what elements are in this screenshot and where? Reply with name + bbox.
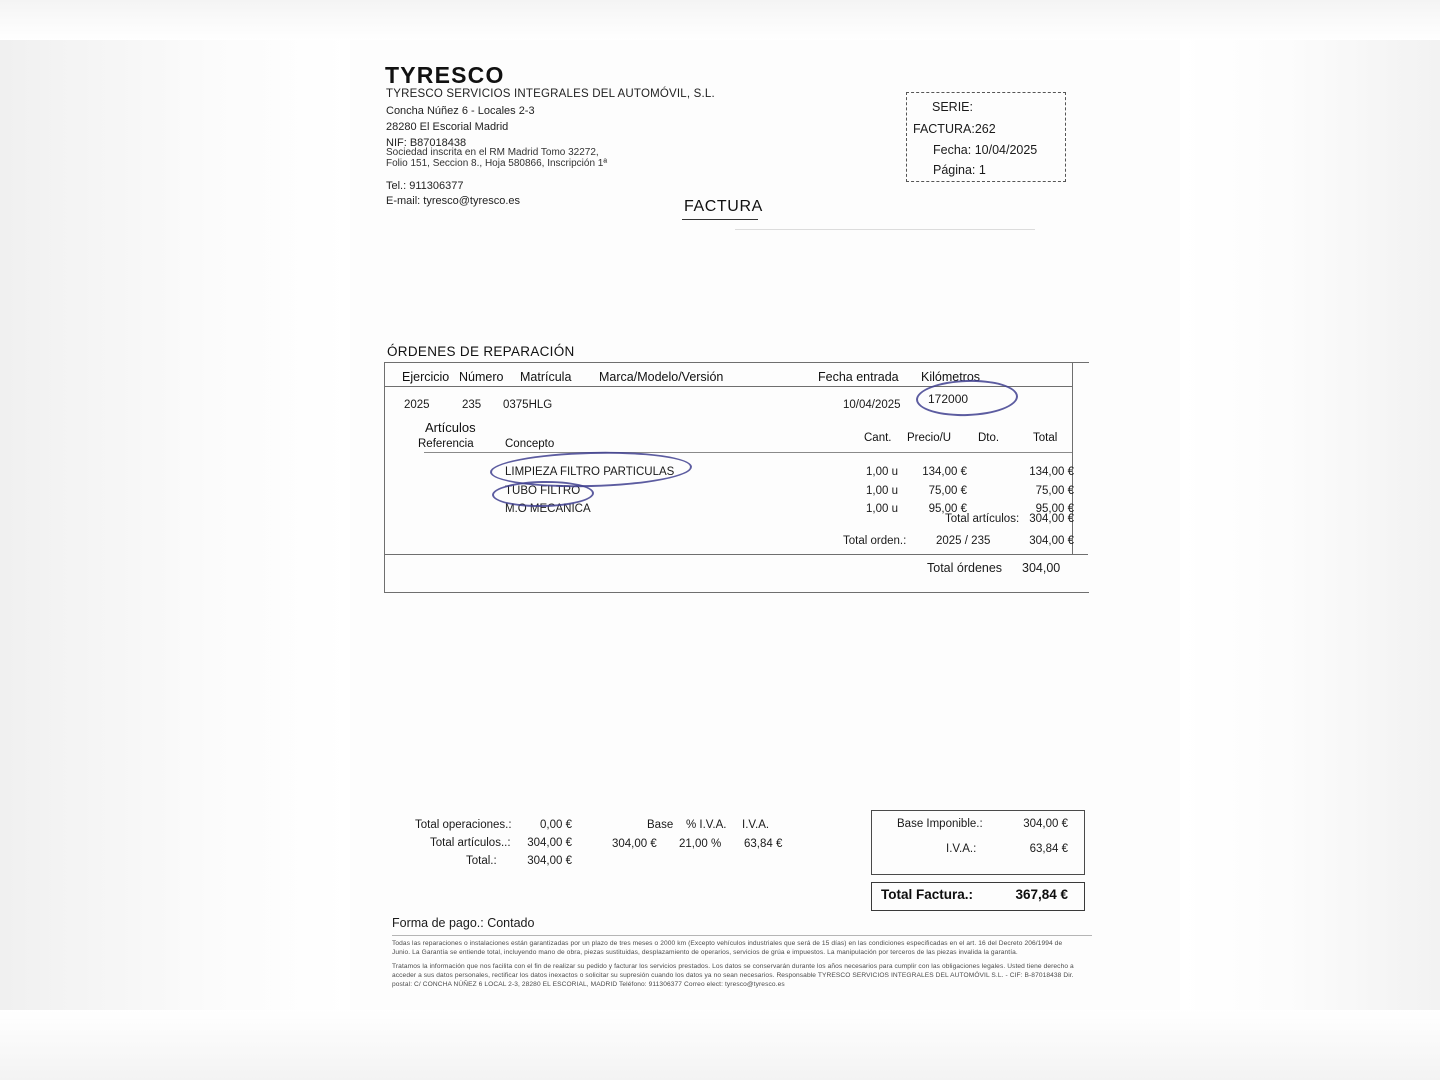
total-factura-label: Total Factura.: (881, 887, 974, 902)
table-row-precio-3: 95,00 € (928, 503, 967, 515)
table-row-total-1: 134,00 € (1029, 466, 1074, 478)
company-phone: Tel.: 911306377 (386, 180, 464, 192)
footer-total-value: 304,00 € (527, 855, 572, 867)
column-header-total: Total (1033, 432, 1058, 444)
invoice-number-value: 262 (974, 122, 996, 136)
table-row-concepto-3: M.O MECANICA (505, 503, 591, 515)
total-factura-value: 367,84 € (1015, 887, 1068, 902)
order-fecha-entrada-value: 10/04/2025 (843, 399, 901, 411)
table-row-precio-1: 134,00 € (922, 466, 967, 478)
document-title: FACTURA (684, 198, 763, 215)
iva-value-base: 304,00 € (612, 838, 657, 850)
total-orden-label: Total orden.: (843, 535, 907, 547)
order-ejercicio-value: 2025 (404, 399, 430, 411)
column-header-ejercicio: Ejercicio (402, 370, 450, 384)
column-header-matricula: Matrícula (520, 370, 572, 384)
invoice-page-label: Página: (933, 163, 976, 177)
total-orden-value: 304,00 € (1029, 535, 1074, 547)
legal-paragraph-warranty: Todas las reparaciones o instalaciones están garantizadas por un plazo de tres meses o 2000 km (Excepto vehículos industriales que será de 15 días) en las condiciones especificadas en el art. 16 del Decreto 206/1994 de Junio. La Garantía se entiende total, incluyendo mano de obra, piezas sustituidas, desplazamiento de operarios, servicios de grúa e impuestos. La manipulación por terceros de las piezas invalida la garantía. (392, 940, 1063, 957)
customer-box-rule (735, 229, 1035, 230)
table-row-concepto-2: TUBO FILTRO (505, 485, 581, 497)
footer-total-articulos-value: 304,00 € (527, 837, 572, 849)
company-address-line2: 28280 El Escorial Madrid (386, 121, 509, 133)
legal-notice (392, 939, 1082, 994)
table-row-cant-3: 1,00 u (866, 503, 898, 515)
total-operaciones-label: Total operaciones.: (415, 819, 512, 831)
column-header-marca-modelo: Marca/Modelo/Versión (599, 370, 724, 384)
total-orden-reference: 2025 / 235 (936, 535, 991, 547)
document-title-underline (682, 219, 758, 220)
table-row-cant-1: 1,00 u (866, 466, 898, 478)
base-imponible-label: Base Imponible.: (897, 818, 983, 830)
column-header-precio-unitario: Precio/U (907, 432, 952, 444)
repair-orders-title: ÓRDENES DE REPARACIÓN (387, 344, 575, 359)
iva-value-percent: 21,00 % (679, 838, 722, 850)
summary-iva-value: 63,84 € (1029, 843, 1068, 855)
column-header-fecha-entrada: Fecha entrada (818, 370, 899, 384)
invoice-page-value: 1 (978, 163, 986, 177)
total-ordenes-value: 304,00 (1022, 561, 1061, 575)
company-registry-line1: Sociedad inscrita en el RM Madrid Tomo 32272, (386, 147, 599, 158)
table-row-total-3: 95,00 € (1035, 503, 1074, 515)
total-ordenes-label: Total órdenes (927, 561, 1003, 575)
iva-header-base: Base (647, 819, 674, 831)
iva-value-amount: 63,84 € (744, 838, 783, 850)
table-row-concepto-1: LIMPIEZA FILTRO PARTICULAS (505, 466, 675, 478)
company-registry-line2: Folio 151, Seccion 8., Hoja 580866, Inscripción 1ª (386, 158, 608, 169)
articles-subtitle: Artículos (425, 420, 476, 435)
column-header-numero: Número (459, 370, 504, 384)
table-row-cant-2: 1,00 u (866, 485, 898, 497)
column-header-referencia: Referencia (418, 438, 474, 450)
iva-header-amount: I.V.A. (742, 819, 770, 831)
iva-header-percent: % I.V.A. (686, 819, 727, 831)
base-imponible-value: 304,00 € (1023, 818, 1068, 830)
column-header-concepto: Concepto (505, 438, 555, 450)
company-address-line1: Concha Núñez 6 - Locales 2-3 (386, 105, 535, 117)
payment-method: Forma de pago.: Contado (392, 916, 535, 930)
footer-total-articulos-label: Total artículos..: (430, 837, 511, 849)
column-header-dto: Dto. (978, 432, 1000, 444)
invoice-number-line (913, 122, 996, 136)
invoice-date-line (933, 143, 1037, 157)
company-legal-name: TYRESCO SERVICIOS INTEGRALES DEL AUTOMÓVIL, S.L. (386, 88, 715, 100)
company-nif: NIF: B87018438 (386, 137, 467, 149)
invoice-meta-box (906, 92, 1066, 182)
legal-paragraph-privacy: Tratamos la información que nos facilita con el fin de realizar su pedido y facturar los servicios prestados. Los datos se conservarán durante los años necesarios para cumplir con las obligaciones legales. Usted tiene derecho a acceder a sus datos personales, rectificar los datos inexactos o solicitar su supresión cuando los datos ya no sean necesarios. Responsable TYRESCO SERVICIOS INTEGRALES DEL AUTOMÓVIL S.L. - CIF: B-87018438 Dir. postal: C/ CONCHA NÚÑEZ 6 LOCAL 2-3, 28280 EL ESCORIAL, MADRID Teléfono: 911306377 Correo elect: tyresco@tyresco.es (392, 962, 1074, 989)
order-numero-value: 235 (462, 399, 482, 411)
order-kilometros-value: 172000 (928, 392, 969, 406)
repair-orders-table-right-rule (1072, 362, 1073, 555)
invoice-date-label: Fecha: (933, 143, 972, 157)
order-matricula-value: 0375HLG (503, 399, 553, 411)
invoice-date-value: 10/04/2025 (974, 143, 1038, 157)
table-row-precio-2: 75,00 € (928, 485, 967, 497)
company-logo-text: TYRESCO (385, 62, 505, 88)
invoice-page-line (933, 163, 986, 177)
articles-header-rule (424, 452, 1072, 453)
table-row-total-2: 75,00 € (1035, 485, 1074, 497)
column-header-cant: Cant. (864, 432, 892, 444)
company-email: E-mail: tyresco@tyresco.es (386, 195, 521, 207)
repair-orders-bottom-rule (384, 554, 1088, 555)
summary-iva-label: I.V.A.: (946, 843, 977, 855)
total-operaciones-value: 0,00 € (540, 819, 572, 831)
total-articulos-label: Total artículos: (945, 513, 1020, 525)
footer-total-label: Total.: (466, 855, 497, 867)
invoice-serie-label: SERIE: (932, 100, 973, 114)
total-articulos-value: 304,00 € (1029, 513, 1074, 525)
column-header-kilometros: Kilómetros (921, 370, 981, 384)
invoice-number-label: FACTURA: (913, 122, 975, 136)
legal-separator-rule (392, 935, 1092, 936)
